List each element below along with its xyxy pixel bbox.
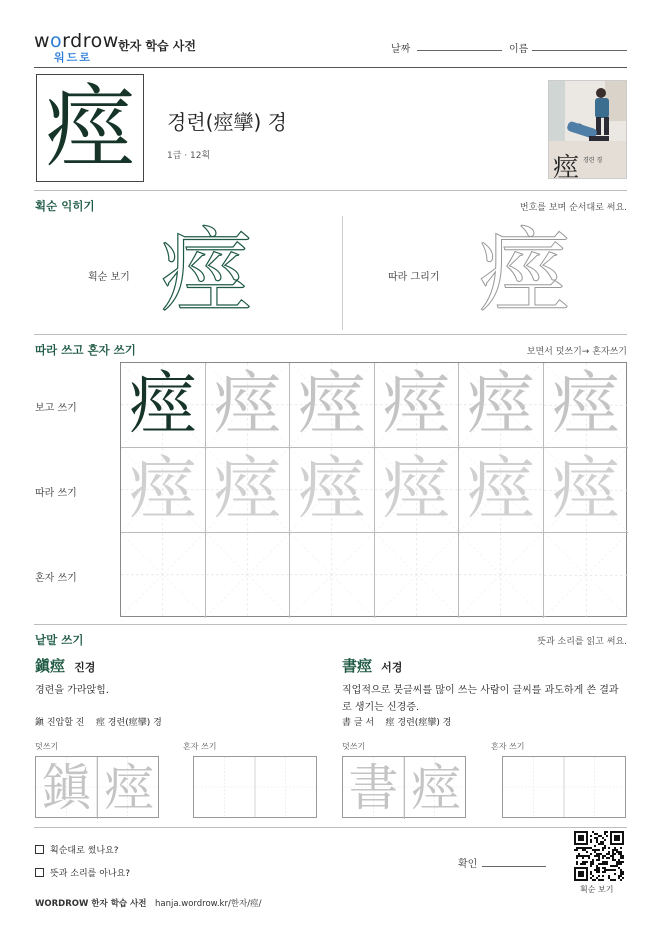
- footer-brand: WORDROW 한자 학습 사전: [35, 899, 147, 909]
- logo: wordrow: [34, 30, 119, 52]
- qr-code[interactable]: [574, 831, 624, 881]
- word-2-trace-char-2: 痙: [411, 759, 461, 817]
- practice-cell[interactable]: [375, 448, 460, 533]
- confirm-field[interactable]: [482, 866, 546, 867]
- word-2-trace-box[interactable]: [342, 756, 466, 818]
- checkbox[interactable]: [35, 868, 44, 877]
- checklist-label: 뜻과 소리를 아나요?: [50, 869, 131, 879]
- practice-section-hint: 보면서 덧쓰기→ 혼자쓰기: [526, 347, 627, 357]
- word-2-trace-char-1: 書: [348, 759, 399, 817]
- practice-cell[interactable]: [459, 448, 544, 533]
- row-label-alone: 혼자 쓰기: [35, 573, 77, 584]
- practice-cell[interactable]: [459, 533, 544, 618]
- checklist-item-meaning[interactable]: [35, 866, 130, 879]
- divider: [34, 334, 627, 335]
- word-1-alone-box[interactable]: [193, 756, 317, 818]
- word-2-reading: 서경: [381, 661, 403, 674]
- practice-cell[interactable]: [121, 363, 206, 448]
- checklist-label: 획순대로 썼나요?: [50, 846, 119, 856]
- stroke-trace-char[interactable]: 痙: [478, 218, 571, 325]
- divider: [34, 827, 627, 828]
- box-guide: [194, 757, 316, 817]
- practice-section-title: 따라 쓰고 혼자 쓰기: [35, 343, 136, 357]
- cell-guide: [290, 533, 374, 617]
- checkbox[interactable]: [35, 845, 44, 854]
- cell-guide: [375, 533, 459, 617]
- practice-char: 痙: [382, 450, 451, 529]
- name-label: 이름: [509, 44, 529, 55]
- practice-char: 痙: [128, 450, 197, 529]
- practice-cell[interactable]: [544, 363, 629, 448]
- word-2-hanja: 書痙: [342, 657, 373, 675]
- word-2-trace-label: 덧쓰기: [342, 742, 366, 751]
- practice-cell[interactable]: [544, 533, 629, 618]
- practice-grid: [120, 362, 627, 617]
- stroke-trace-label: 따라 그리기: [388, 272, 440, 283]
- practice-char: 痙: [382, 365, 451, 444]
- word-2-alone-box[interactable]: [502, 756, 626, 818]
- qr-label: 획순 보기: [580, 885, 614, 894]
- video-thumbnail[interactable]: [548, 80, 627, 179]
- page-title: 경련(痙攣) 경: [167, 110, 287, 134]
- word-2-meaning: 직업적으로 붓글씨를 많이 쓰는 사람이 글씨를 과도하게 쓴 결과로 생기는 신경증.: [342, 685, 619, 713]
- row-label-trace: 따라 쓰기: [35, 488, 77, 499]
- word-1-alone-label: 혼자 쓰기: [183, 742, 217, 751]
- word-1-trace-char-1: 鎭: [41, 759, 92, 817]
- divider: [34, 624, 627, 625]
- footer-url[interactable]: hanja.wordrow.kr/한자/痙/: [155, 899, 262, 909]
- practice-char: 痙: [551, 365, 620, 444]
- practice-char: 痙: [213, 450, 282, 529]
- word-1-meaning: 경련을 가라앉힘.: [35, 685, 109, 696]
- thumbnail-char: 痙: [553, 153, 580, 179]
- hanja-meta: 1급 · 12획: [167, 151, 211, 161]
- checklist-item-stroke[interactable]: [35, 843, 119, 856]
- practice-cell[interactable]: [375, 533, 460, 618]
- words-section-title: 낱말 쓰기: [35, 633, 84, 647]
- practice-char: 痙: [551, 450, 620, 529]
- stroke-order-char: 痙: [160, 218, 253, 325]
- practice-cell[interactable]: [206, 363, 291, 448]
- word-1-reading: 진경: [74, 661, 96, 674]
- cell-guide: [121, 533, 205, 617]
- date-field[interactable]: [417, 50, 502, 51]
- practice-cell[interactable]: [459, 363, 544, 448]
- box-guide: [503, 757, 625, 817]
- thumbnail-caption: 경련 경: [583, 157, 603, 164]
- word-1-hanja: 鎭痙: [35, 657, 66, 675]
- stroke-divider: [342, 216, 343, 330]
- word-2: [342, 655, 402, 676]
- confirm-label: 확인: [458, 859, 478, 870]
- practice-cell[interactable]: [290, 363, 375, 448]
- practice-char: 痙: [466, 365, 535, 444]
- cell-guide: [206, 533, 290, 617]
- practice-cell[interactable]: [290, 448, 375, 533]
- header-divider: [34, 67, 627, 68]
- word-1-trace-char-2: 痙: [104, 759, 154, 817]
- word-1-trace-label: 덧쓰기: [35, 742, 59, 751]
- practice-cell[interactable]: [544, 448, 629, 533]
- stroke-section-title: 획순 익히기: [35, 199, 95, 213]
- words-section-hint: 뜻과 소리를 읽고 써요.: [537, 637, 627, 647]
- practice-cell[interactable]: [121, 533, 206, 618]
- logo-sub: 워드로: [54, 51, 92, 64]
- practice-char: 痙: [466, 450, 535, 529]
- practice-char: 痙: [297, 365, 366, 444]
- practice-char: 痙: [213, 365, 282, 444]
- name-field[interactable]: [532, 50, 627, 51]
- cell-guide: [544, 533, 629, 618]
- row-label-view: 보고 쓰기: [35, 403, 77, 414]
- stroke-section-hint: 번호를 보며 순서대로 써요.: [519, 203, 627, 213]
- practice-cell[interactable]: [375, 363, 460, 448]
- word-1-breakdown: 鎭 진압할 진 痙 경련(痙攣) 경: [35, 718, 162, 728]
- practice-char: 痙: [297, 450, 366, 529]
- date-label: 날짜: [391, 44, 411, 55]
- practice-cell[interactable]: [206, 533, 291, 618]
- cell-guide: [459, 533, 543, 617]
- practice-cell[interactable]: [290, 533, 375, 618]
- practice-cell[interactable]: [121, 448, 206, 533]
- word-1-trace-box[interactable]: [35, 756, 159, 818]
- practice-cell[interactable]: [206, 448, 291, 533]
- qr-code-image: [574, 831, 624, 881]
- practice-char: 痙: [128, 365, 197, 444]
- main-hanja: 痙: [36, 74, 144, 182]
- word-2-breakdown: 書 글 서 痙 경련(痙攣) 경: [342, 718, 452, 728]
- word-1: [35, 655, 95, 676]
- stroke-view-label: 획순 보기: [88, 272, 130, 283]
- word-2-alone-label: 혼자 쓰기: [491, 742, 525, 751]
- app-title: 한자 학습 사전: [118, 39, 196, 53]
- divider: [34, 190, 627, 191]
